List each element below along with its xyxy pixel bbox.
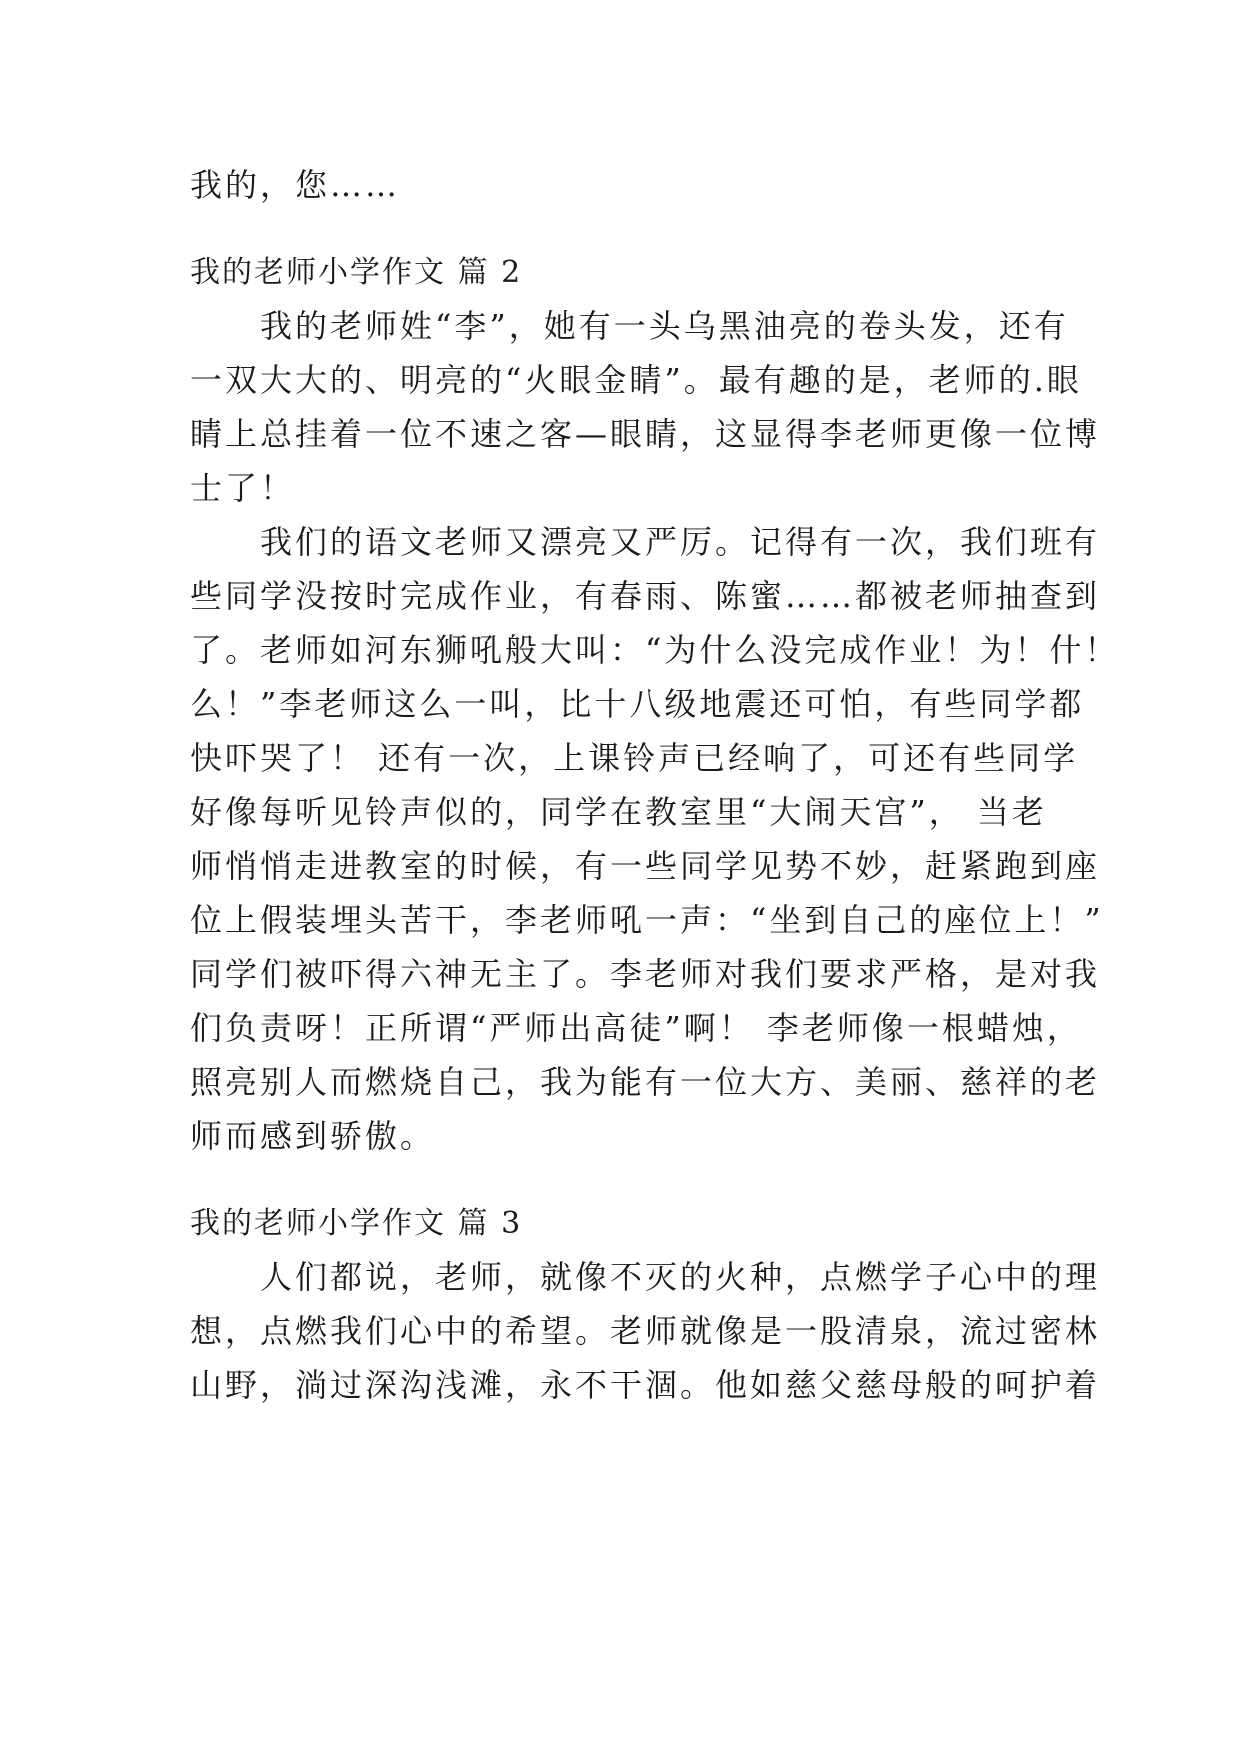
paragraph-line: 我的老师姓“李”，她有一头乌黑油亮的卷头发，还有 <box>190 307 1069 345</box>
section-heading-2: 我的老师小学作文 篇 2 <box>190 255 523 290</box>
section-heading-3: 我的老师小学作文 篇 3 <box>190 1206 523 1241</box>
paragraph-line: 士了！ <box>190 469 296 507</box>
paragraph-line: 同学们被吓得六神无主了。李老师对我们要求严格，是对我 <box>190 955 1101 993</box>
paragraph-line: 们负责呀！正所谓“严师出高徒”啊！ 李老师像一根蜡烛， <box>190 1009 1082 1047</box>
paragraph-line: 么！”李老师这么一叫，比十八级地震还可怕，有些同学都 <box>190 685 1085 723</box>
paragraph-line: 好像每听见铃声似的，同学在教室里“大闹天宫”， 当老 <box>190 793 1047 831</box>
paragraph-line: 照亮别人而燃烧自己，我为能有一位大方、美丽、慈祥的老 <box>190 1063 1101 1101</box>
paragraph-line: 些同学没按时完成作业，有春雨、陈蜜……都被老师抽查到 <box>190 577 1101 615</box>
intro-line: 我的，您…… <box>190 166 401 204</box>
paragraph-line: 睛上总挂着一位不速之客—眼睛，这显得李老师更像一位博 <box>190 415 1101 453</box>
paragraph-line: 人们都说，老师，就像不灭的火种，点燃学子心中的理 <box>190 1258 1101 1296</box>
paragraph-line: 师悄悄走进教室的时候，有一些同学见势不妙，赶紧跑到座 <box>190 847 1101 885</box>
paragraph-line: 我们的语文老师又漂亮又严厉。记得有一次，我们班有 <box>190 523 1101 561</box>
paragraph-line: 一双大大的、明亮的“火眼金睛”。最有趣的是，老师的.眼 <box>190 361 1082 399</box>
paragraph-line: 快吓哭了！ 还有一次，上课铃声已经响了，可还有些同学 <box>190 739 1079 777</box>
paragraph-line: 山野，淌过深沟浅滩，永不干涸。他如慈父慈母般的呵护着 <box>190 1366 1101 1404</box>
paragraph-line: 想，点燃我们心中的希望。老师就像是一股清泉，流过密林 <box>190 1312 1101 1350</box>
paragraph-line: 了。老师如河东狮吼般大叫：“为什么没完成作业！为！什！ <box>190 631 1120 669</box>
paragraph-line: 位上假装埋头苦干，李老师吼一声：“坐到自己的座位上！” <box>190 901 1104 939</box>
paragraph-line: 师而感到骄傲。 <box>190 1117 436 1155</box>
